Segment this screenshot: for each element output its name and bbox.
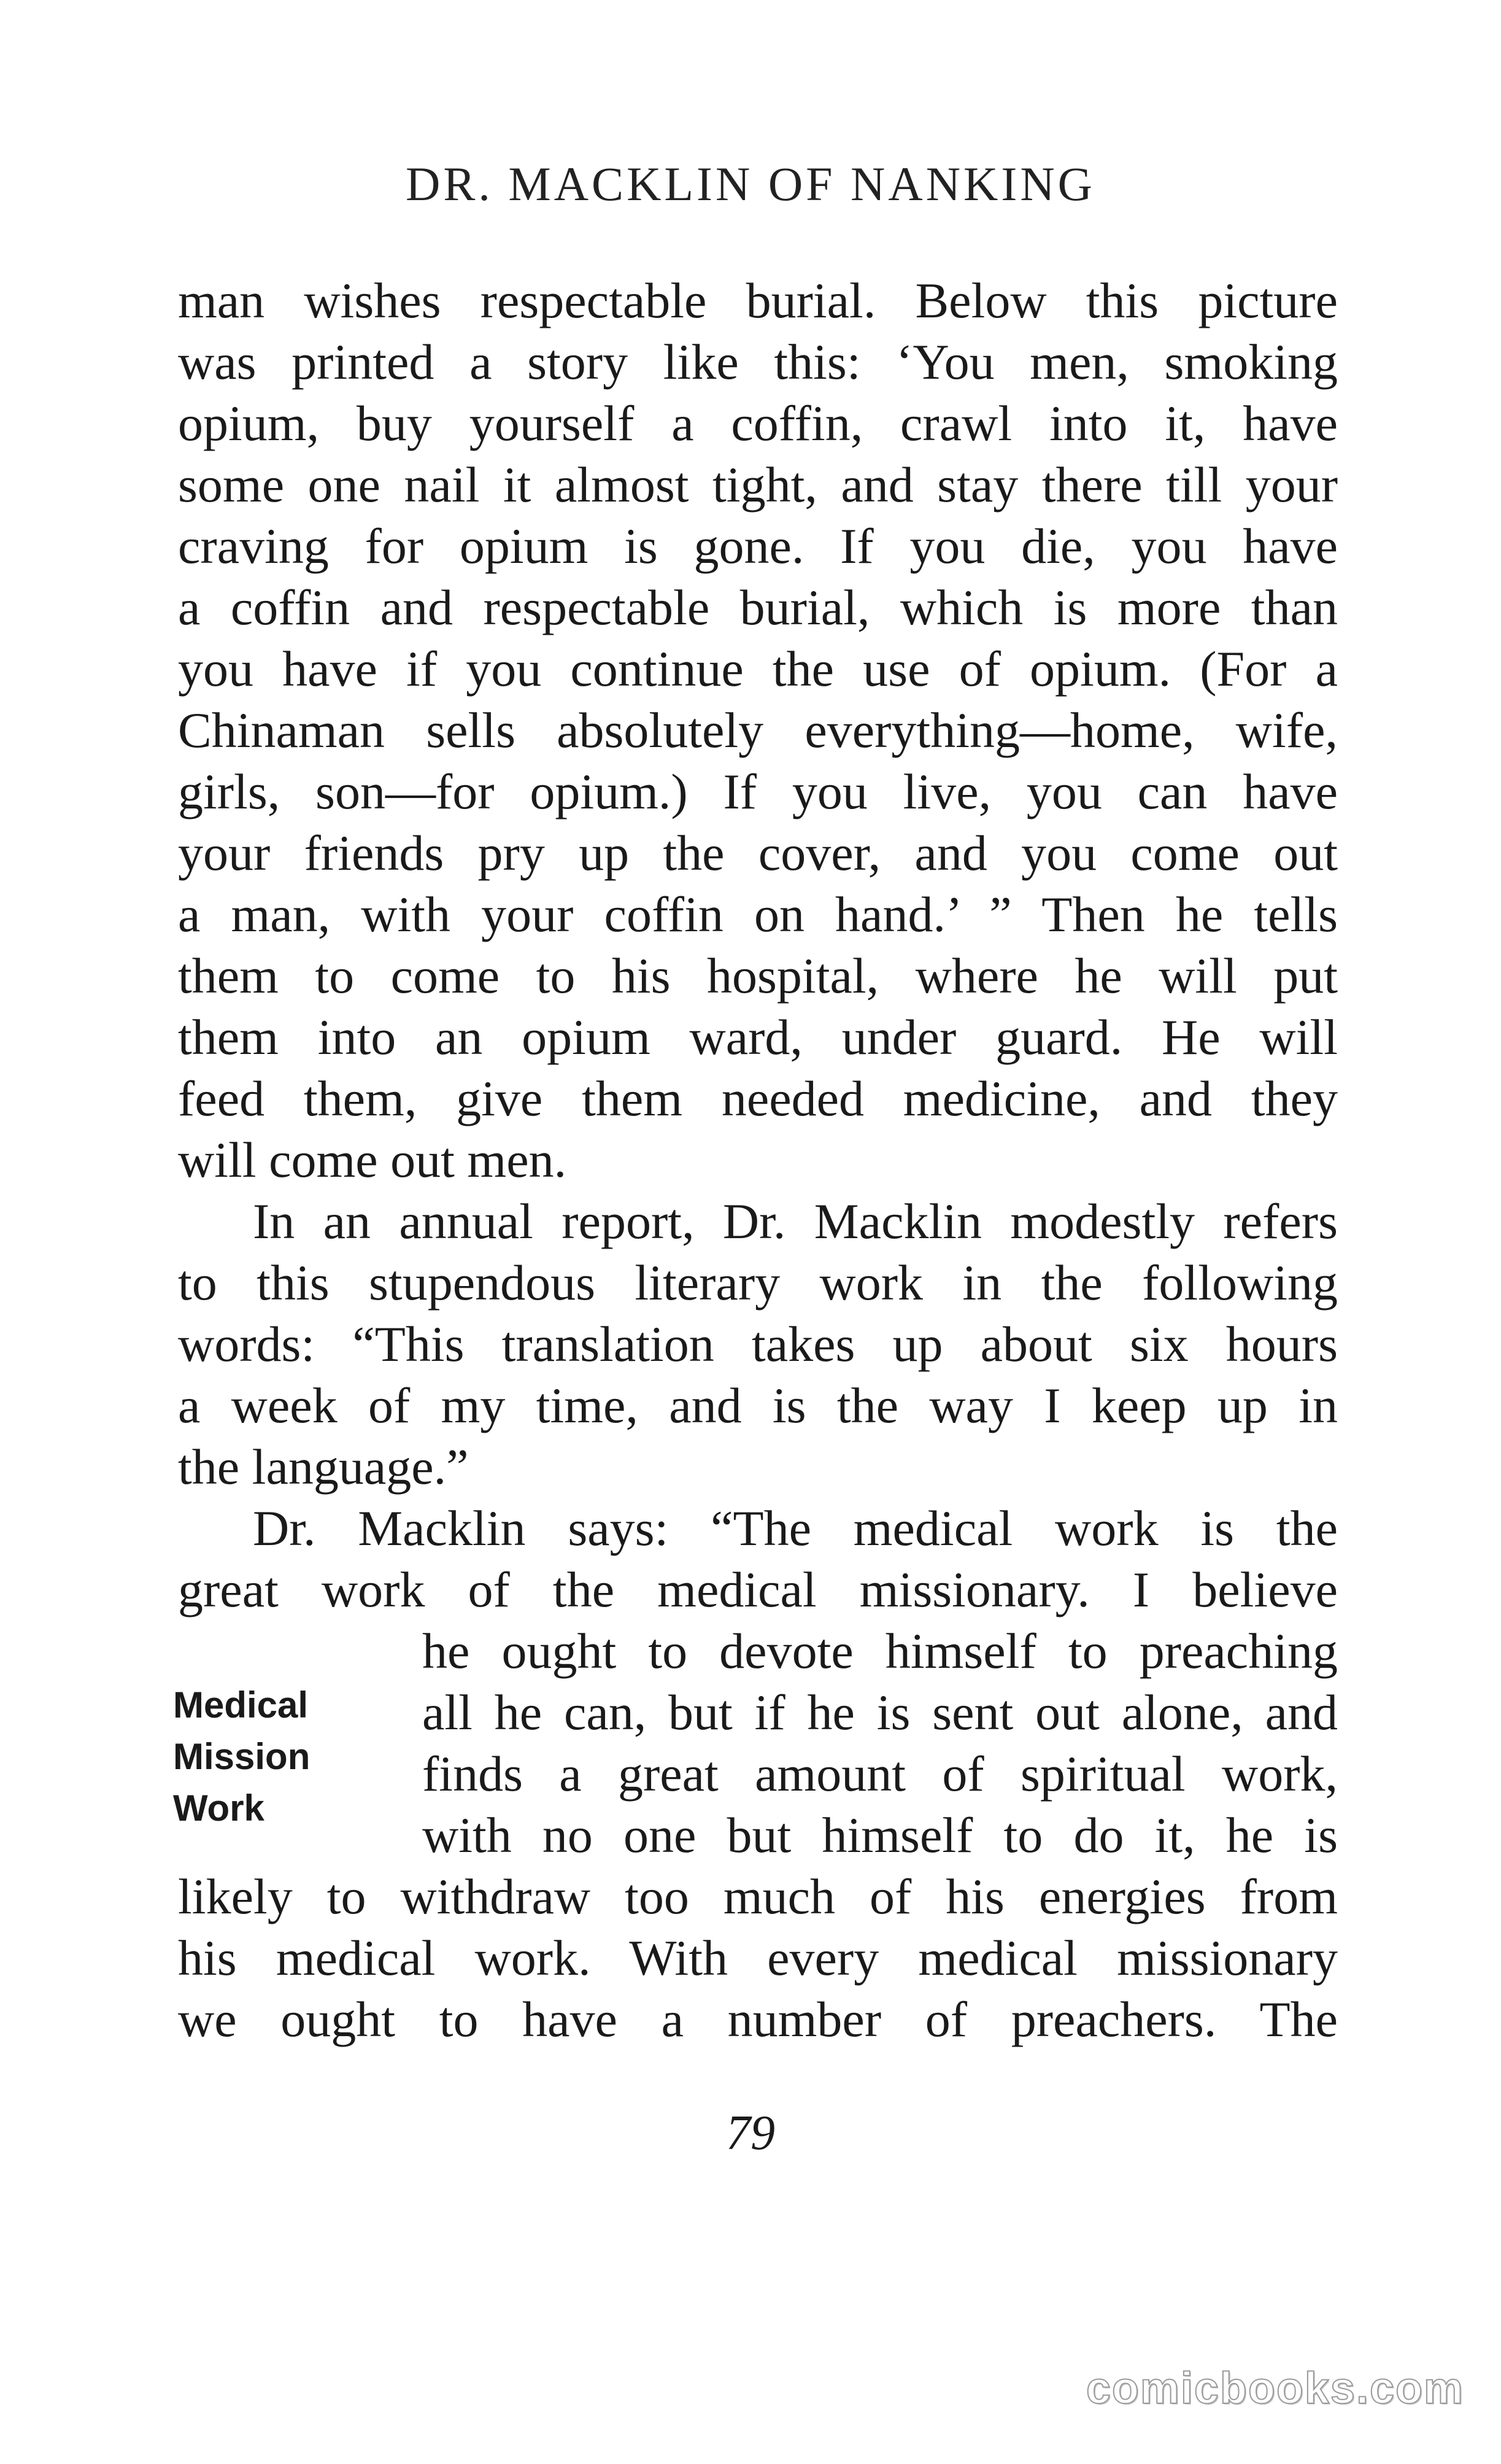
text-line: finds a great amount of spiritual work, xyxy=(422,1746,1338,1802)
text-line: will come out men. xyxy=(178,1132,567,1188)
text-line: a coffin and respectable burial, which is more than xyxy=(178,579,1338,635)
margin-note-line: Work xyxy=(173,1788,264,1829)
text-line: a man, with your coffin on hand.’ ” Then he tells xyxy=(178,886,1338,942)
text-line: words: “This translation takes up about six hours xyxy=(178,1316,1338,1372)
text-line: Dr. Macklin says: “The medical work is the xyxy=(253,1500,1338,1556)
text-line: to this stupendous literary work in the following xyxy=(178,1255,1338,1311)
text-line: we ought to have a number of preachers. The xyxy=(178,1991,1338,2047)
text-line: a week of my time, and is the way I keep up in xyxy=(178,1377,1338,1433)
margin-note-line: Medical xyxy=(173,1684,309,1726)
text-line: you have if you continue the use of opium. (For a xyxy=(178,641,1338,697)
text-line: was printed a story like this: ‘You men, smoking xyxy=(178,334,1338,390)
text-line: feed them, give them needed medicine, and they xyxy=(178,1071,1338,1126)
text-line: likely to withdraw too much of his energies from xyxy=(178,1869,1338,1924)
text-line: his medical work. With every medical missionary xyxy=(178,1930,1338,1986)
text-line: them to come to his hospital, where he will put xyxy=(178,948,1338,1004)
text-line: craving for opium is gone. If you die, you have xyxy=(178,518,1338,574)
text-line: with no one but himself to do it, he is xyxy=(422,1807,1338,1863)
text-line: girls, son—for opium.) If you live, you can have xyxy=(178,764,1338,819)
text-line: them into an opium ward, under guard. He will xyxy=(178,1009,1338,1065)
text-line: all he can, but if he is sent out alone, and xyxy=(422,1684,1338,1740)
text-line: In an annual report, Dr. Macklin modestly refers xyxy=(253,1193,1338,1249)
text-line: man wishes respectable burial. Below this picture xyxy=(178,273,1338,328)
margin-note-line: Mission xyxy=(173,1736,311,1777)
text-line: great work of the medical missionary. I believe xyxy=(178,1562,1338,1617)
page-number: 79 xyxy=(726,2106,775,2160)
watermark: comicbooks.com xyxy=(1086,2364,1464,2413)
margin-note xyxy=(173,1679,357,1834)
text-line: the language.” xyxy=(178,1439,469,1495)
text-line: Chinaman sells absolutely everything—home, wife, xyxy=(178,702,1338,758)
text-line: your friends pry up the cover, and you come out xyxy=(178,825,1338,881)
text-line: opium, buy yourself a coffin, crawl into it, have xyxy=(178,395,1338,451)
text-line: he ought to devote himself to preaching xyxy=(422,1623,1338,1679)
text-line: some one nail it almost tight, and stay there till your xyxy=(178,457,1338,513)
running-head: DR. MACKLIN OF NANKING xyxy=(406,157,1095,211)
